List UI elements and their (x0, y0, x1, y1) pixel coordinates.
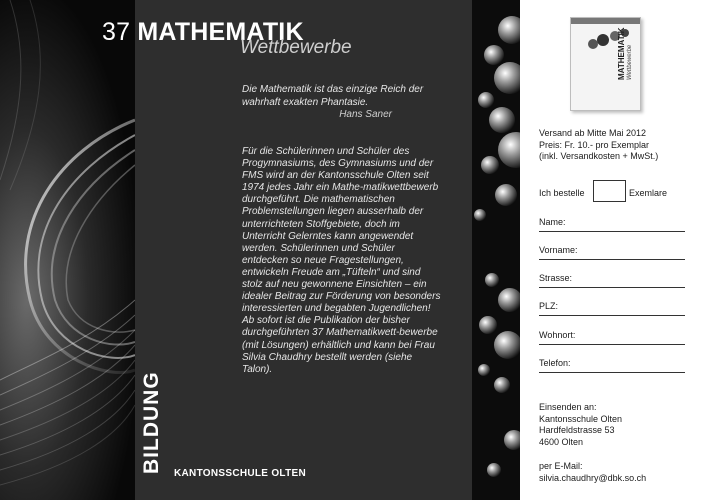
wohnort-field[interactable] (539, 330, 685, 345)
telefon-field[interactable] (539, 358, 685, 373)
cover-title: MATHEMATIK (617, 27, 626, 80)
shipping-info (539, 128, 658, 163)
shipping-line-3: (inkl. Versandkosten + MwSt.) (539, 151, 659, 161)
title-word: MATHEMATIK (137, 18, 304, 46)
bildung-logo: BILDUNG (140, 371, 163, 474)
order-label: Ich bestelle (539, 188, 585, 198)
send-address (539, 402, 622, 448)
unit-label: Exemlare (629, 188, 668, 198)
telefon-label: Telefon: (539, 358, 571, 368)
plz-label: PLZ: (539, 301, 559, 311)
vorname-field[interactable] (539, 245, 685, 260)
shipping-line-2: Preis: Fr. 10.- pro Exemplar (539, 139, 650, 150)
book-cover-image (570, 17, 641, 111)
left-decorative-art (0, 0, 135, 500)
email-label: per E-Mail: (539, 461, 583, 471)
shipping-line-1: Versand ab Mitte Mai 2012 (539, 128, 647, 138)
email-block (539, 461, 646, 484)
quantity-input[interactable] (593, 180, 626, 202)
body-text (242, 146, 442, 376)
quote-text: Die Mathematik ist das einzige Reich der wahrhaft exakten Phantasie. (242, 84, 424, 108)
send-label: Einsenden an: (539, 402, 597, 412)
wohnort-label: Wohnort: (539, 330, 576, 340)
strasse-field[interactable] (539, 273, 685, 288)
vorname-label: Vorname: (539, 245, 578, 255)
body-paragraph-1: Für die Schülerinnen und Schüler des Progymnasiums, des Gymnasiums und der FMS wird an der Kantonsschule Olten seit 1974 jedes Jahr ein Mathe-matikwettbewerb durchgeführt. Die mathematischen Problemstellungen liegen ausserhalb der unterrichteten Stoffgebiete, doch im Unterricht Gelerntes kann angewendet werden. Schülerinnen und Schüler entdecken so neue Fragestellungen, entwickeln Freude am „Tüfteln“ und sind stolz auf neu gewonnene Einsichten – ein idealer Beitrag zur Förderung von besonders interessierten und begabten Jugendlichen! (242, 146, 441, 315)
send-line-2: Hardfeldstrasse 53 (539, 425, 615, 435)
sphere-art (472, 0, 520, 500)
body-paragraph-2: Ab sofort ist die Publikation der bisher durchgeführten 37 Mathematikwett-bewerbe (mit Lösungen) erhältlich und kann bei Frau Silvia Chaudhry bestellt werden (siehe Talon). (242, 315, 438, 375)
send-line-3: 4600 Olten (539, 436, 584, 447)
quote-author: Hans Saner (339, 109, 392, 120)
cover-subtitle: Wettbewerbe (627, 44, 633, 80)
school-name: KANTONSSCHULE OLTEN (174, 468, 306, 479)
fractal-strip (472, 0, 520, 500)
name-field[interactable] (539, 217, 685, 232)
strasse-label: Strasse: (539, 273, 573, 283)
send-line-1: Kantonsschule Olten (539, 413, 623, 424)
swirl-art (0, 0, 135, 500)
title-number: 37 (102, 18, 131, 46)
email-address[interactable]: silvia.chaudhry@dbk.so.ch (539, 472, 647, 483)
name-label: Name: (539, 217, 566, 227)
page-subtitle: Wettbewerbe (240, 37, 352, 58)
plz-field[interactable] (539, 301, 685, 316)
